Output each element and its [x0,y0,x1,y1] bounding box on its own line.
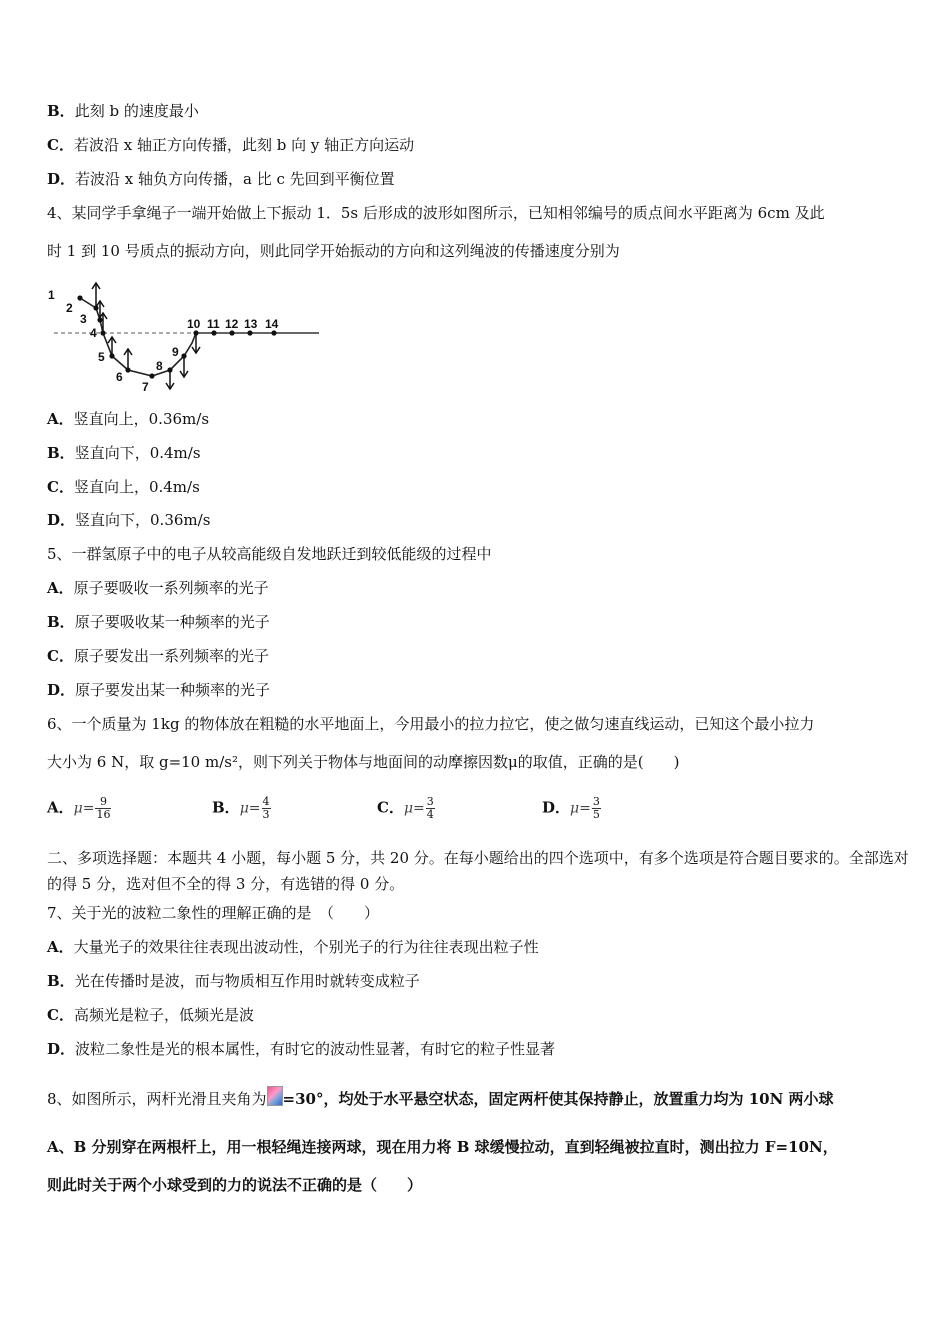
q8-stem-line1 [47,1086,834,1109]
option-label: B． [47,972,75,990]
q5-option-a [47,578,269,598]
option-text: 光在传播时是波，而与物质相互作用时就转变成粒子 [74,972,420,990]
point-label-7: 7 [142,380,149,394]
option-text: 原子要发出一系列频率的光子 [73,647,269,665]
denominator: 3 [262,808,270,821]
point-label-6: 6 [116,370,123,384]
option-label: A． [47,410,74,428]
rope-wave-figure [44,280,334,395]
q3-option-d [47,169,395,189]
option-label: C． [47,647,74,665]
numerator: 3 [426,795,434,808]
fraction [95,796,111,821]
option-text: 竖直向下，0.36m/s [75,511,211,529]
q7-option-a [47,937,539,957]
option-text: 竖直向上，0.36m/s [73,410,210,428]
point-label-14: 14 [265,317,279,331]
option-label: D． [47,511,76,529]
mu-symbol: μ= [403,800,425,817]
option-label: B． [47,444,75,462]
point-label-11: 11 [207,317,220,331]
point-label-10: 10 [187,317,201,331]
denominator: 16 [96,808,111,821]
option-label: D． [47,170,76,188]
numerator: 9 [95,796,111,809]
point-label-13: 13 [244,317,258,331]
mu-symbol: μ= [73,800,95,817]
option-text: 大量光子的效果往往表现出波动性，个别光子的行为往往表现出粒子性 [73,938,539,956]
q4-option-d [47,510,210,530]
mu-symbol: μ= [239,800,261,817]
option-label: A． [47,798,74,817]
option-text: 此刻 b 的速度最小 [74,102,199,120]
q6-options [47,796,907,828]
option-label: C． [47,136,74,154]
option-label: B． [47,102,75,120]
option-text: 原子要吸收一系列频率的光子 [73,579,269,597]
mu-symbol: μ= [570,800,591,817]
q6-option-c [377,796,435,821]
q6-option-a [47,796,111,821]
fraction [592,796,601,821]
numerator: 3 [592,795,600,808]
option-label: D． [47,1040,76,1058]
option-text: 竖直向下，0.4m/s [74,444,201,462]
point-label-3: 3 [80,312,87,326]
point-label-8: 8 [156,359,163,373]
option-label: A． [47,579,74,597]
q6-stem-line1: 6、一个质量为 1kg 的物体放在粗糙的水平地面上，今用最小的拉力拉它，使之做匀速直线运动，已知这个最小拉力 [47,715,815,733]
q5-option-b [47,612,270,632]
option-text: 竖直向上，0.4m/s [73,478,200,496]
q7-option-b [47,971,420,991]
option-text: 若波沿 x 轴正方向传播，此刻 b 向 y 轴正方向运动 [73,136,415,154]
option-label: C． [47,1006,74,1024]
option-text: 波粒二象性是光的根本属性，有时它的波动性显著，有时它的粒子性显著 [75,1040,556,1058]
q4-stem-line2: 时 1 到 10 号质点的振动方向，则此同学开始振动的方向和这列绳波的传播速度分别为 [47,242,620,260]
point-label-12: 12 [225,317,239,331]
option-label: B． [212,798,240,817]
q4-stem-line1: 4、某同学手拿绳子一端开始做上下振动 1．5s 后形成的波形如图所示，已知相邻编号的质点间水平距离为 6cm 及此 [47,204,825,222]
q8-stem-line2: A、B 分别穿在两根杆上，用一根轻绳连接两球，现在用力将 B 球缓慢拉动，直到轻绳被拉直时，测出拉力 F=10N， [47,1138,838,1156]
q6-option-d [542,796,601,821]
section-heading: 二、多项选择题：本题共 4 小题，每小题 5 分，共 20 分。在每小题给出的四个选项中，有多个选项是符合题目要求的。全部选对的得 5 分，选对但不全的得 3 分，有选错的得 0 分。 [47,849,909,893]
q6-stem-line2: 大小为 6 N，取 g=10 m/s²，则下列关于物体与地面间的动摩擦因数μ的取值，正确的是( ) [47,753,680,771]
fraction [262,796,271,821]
denominator: 4 [426,808,434,821]
q4-option-b [47,443,201,463]
q5-stem: 5、一群氢原子中的电子从较高能级自发地跃迁到较低能级的过程中 [47,545,492,563]
option-label: D． [47,681,76,699]
point-label-1: 1 [48,288,55,302]
q8-stem-line3: 则此时关于两个小球受到的力的说法不正确的是（ ） [47,1176,423,1194]
point-label-4: 4 [90,326,97,340]
option-text: 高频光是粒子，低频光是波 [73,1006,254,1024]
option-label: C． [377,798,404,817]
option-text: 原子要发出某一种频率的光子 [75,681,271,699]
q8-stem-part1: 8、如图所示，两杆光滑且夹角为 [47,1090,267,1108]
point-label-9: 9 [172,345,179,359]
q8-stem-part2: =30°，均处于水平悬空状态，固定两杆使其保持静止，放置重力均为 10N 两小球 [282,1090,834,1108]
q6-option-b [212,796,271,821]
option-label: C． [47,478,74,496]
q3-option-b [47,101,199,121]
point-label-2: 2 [66,301,73,315]
q5-option-d [47,680,270,700]
q3-option-c [47,135,414,155]
q7-option-c [47,1005,254,1025]
q4-option-a [47,409,209,429]
fraction [426,796,435,821]
angle-symbol-image [267,1086,283,1106]
option-label: A． [47,938,74,956]
option-text: 若波沿 x 轴负方向传播，a 比 c 先回到平衡位置 [75,170,395,188]
q7-option-d [47,1039,555,1059]
point-label-5: 5 [98,350,105,364]
denominator: 5 [592,808,600,821]
q4-option-c [47,477,200,497]
option-label: B． [47,613,75,631]
option-text: 原子要吸收某一种频率的光子 [74,613,270,631]
numerator: 4 [262,795,270,808]
option-label: D． [542,798,571,817]
q5-option-c [47,646,269,666]
q7-stem: 7、关于光的波粒二象性的理解正确的是 （ ） [47,904,380,922]
